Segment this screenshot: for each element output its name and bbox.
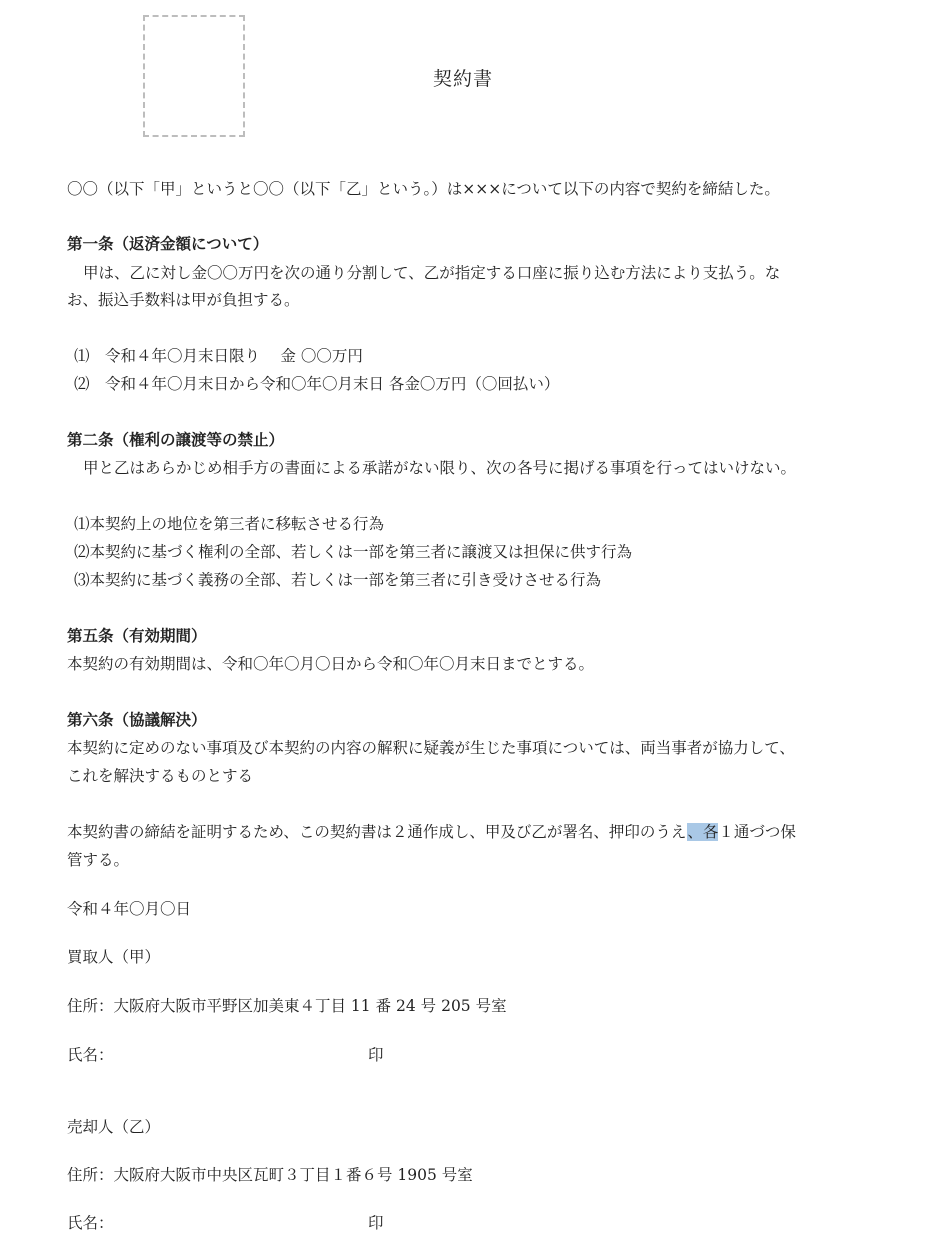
article2-body-line1: 甲と乙はあらかじめ相手方の書面による承諾がない限り、次の各号に掲げる事項を行ってはいけない。 [83, 459, 797, 477]
seller-seal-mark: 印 [368, 1214, 384, 1232]
seller-name-label: 氏名： [67, 1214, 114, 1232]
buyer-seal-mark: 印 [368, 1046, 384, 1064]
closing-line1 [67, 822, 796, 842]
article6-body-line2: これを解決するものとする [67, 767, 254, 785]
article2-item: ⑴本契約上の地位を第三者に移転させる行為 [74, 515, 385, 533]
intro-text: 〇〇（以下「甲」というと〇〇（以下「乙」という。）は×××について以下の内容で契約を締結した。 [67, 180, 780, 198]
article6-body-line1: 本契約に定めのない事項及び本契約の内容の解釈に疑義が生じた事項については、両当事者が協力して、 [67, 739, 795, 757]
article1-body-line2: お、振込手数料は甲が負担する。 [67, 291, 300, 309]
article1-heading: 第一条（返済金額について） [67, 235, 269, 253]
article5-body-line1: 本契約の有効期間は、令和〇年〇月〇日から令和〇年〇月末日までとする。 [67, 655, 595, 673]
buyer-label: 買取人（甲） [67, 948, 161, 966]
article1-item: ⑵ 令和４年〇月末日から令和〇年〇月末日 各金〇万円（〇回払い） [74, 375, 560, 393]
buyer-name-label: 氏名： [67, 1046, 114, 1064]
seller-label: 売却人（乙） [67, 1118, 161, 1136]
buyer-address: 住所：大阪府大阪市平野区加美東４丁目 11 番 24 号 205 号室 [67, 997, 507, 1015]
article2-heading: 第二条（権利の譲渡等の禁止） [67, 431, 285, 449]
closing-text-after: １通づつ保 [718, 823, 796, 841]
article1-item: ⑴ 令和４年〇月末日限り 金 〇〇万円 [74, 347, 363, 365]
contract-date: 令和４年〇月〇日 [67, 900, 192, 918]
article6-heading: 第六条（協議解決） [67, 711, 207, 729]
article1-body-line1: 甲は、乙に対し金〇〇万円を次の通り分割して、乙が指定する口座に振り込む方法により支払う。な [83, 264, 781, 282]
article2-item: ⑶本契約に基づく義務の全部、若しくは一部を第三者に引き受けさせる行為 [74, 571, 602, 589]
closing-text-before: 本契約書の締結を証明するため、この契約書は２通作成し、甲及び乙が署名、押印のうえ [67, 823, 688, 841]
article5-heading: 第五条（有効期間） [67, 627, 207, 645]
text-selection-highlight[interactable]: 、各 [687, 823, 719, 841]
article2-item: ⑵本契約に基づく権利の全部、若しくは一部を第三者に譲渡又は担保に供す行為 [74, 543, 633, 561]
closing-line2: 管する。 [67, 851, 130, 869]
seller-address: 住所：大阪府大阪市中央区瓦町３丁目１番６号 1905 号室 [67, 1166, 473, 1184]
document-title: 契約書 [432, 68, 493, 90]
